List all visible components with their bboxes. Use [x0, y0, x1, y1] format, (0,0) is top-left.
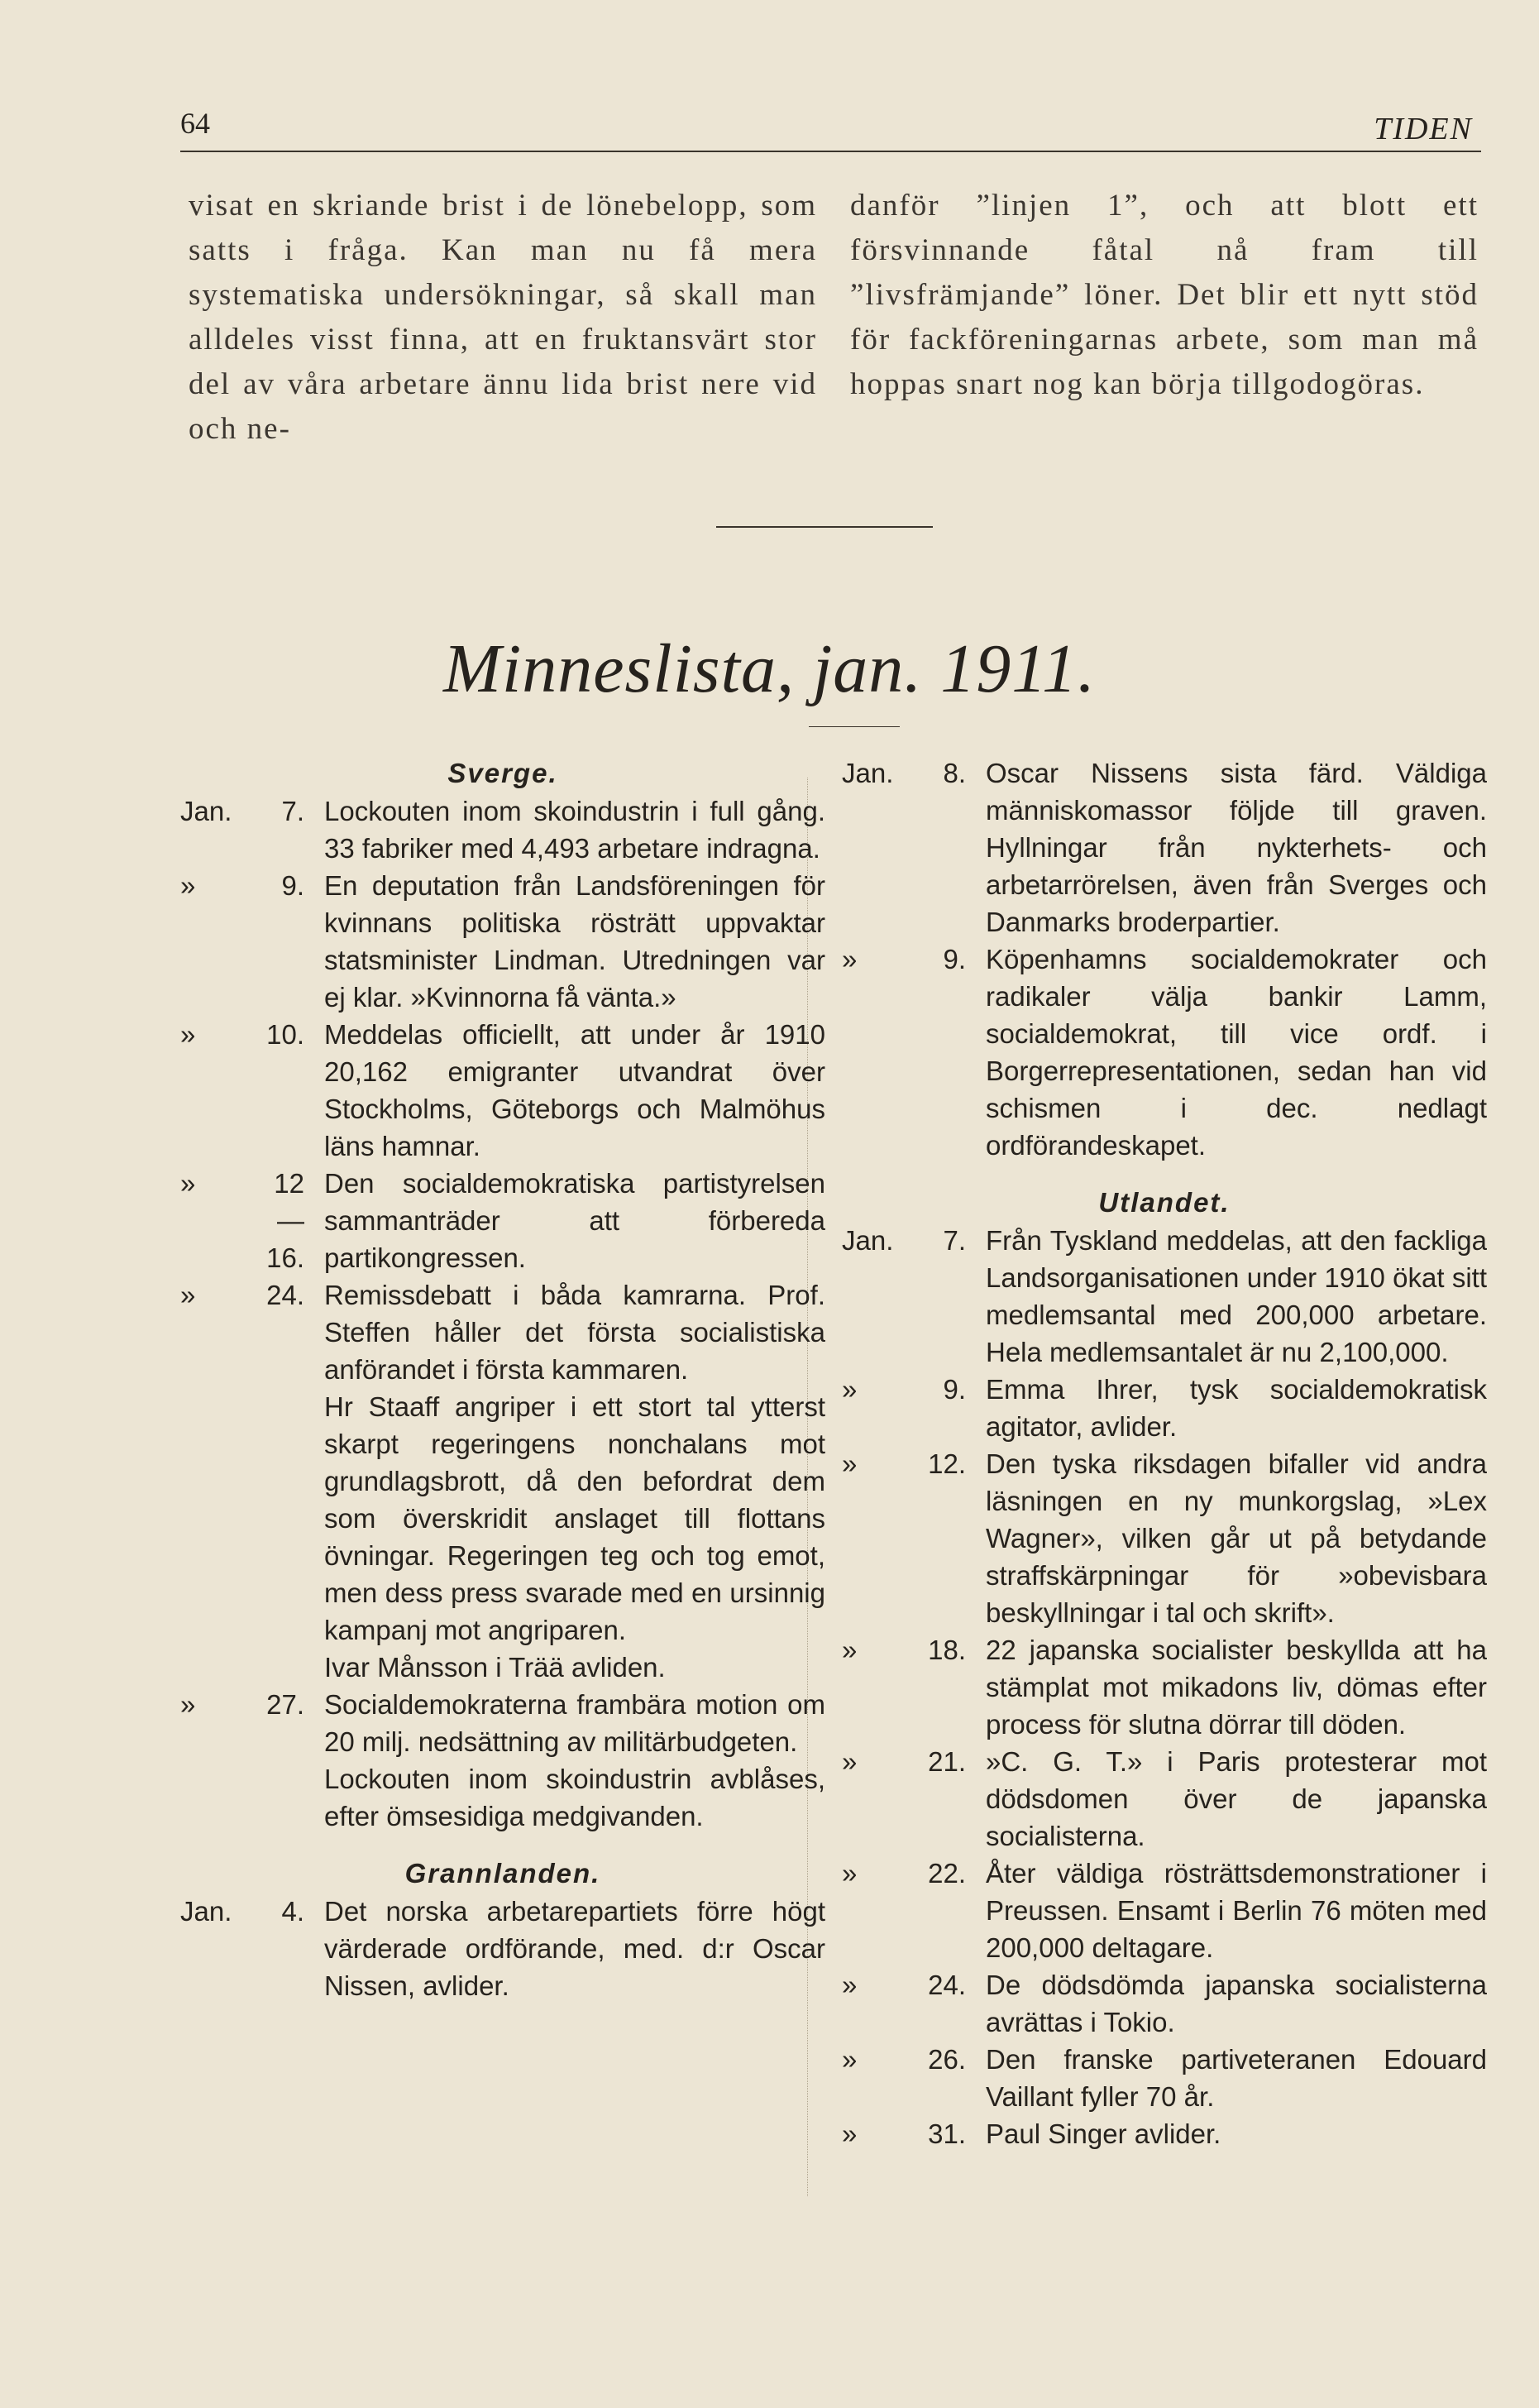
entry-day: 9.	[943, 944, 966, 974]
entry-month: »	[842, 2118, 858, 2149]
list-item	[180, 867, 825, 1016]
entry-month: »	[842, 1858, 858, 1889]
entry-text: Socialdemokraterna frambära motion om 20 milj. nedsättning av militärbudgeten.	[324, 1689, 825, 1757]
entry-month: »	[842, 1448, 858, 1479]
page-title: Minneslista, jan. 1911.	[442, 630, 1097, 707]
list-item	[180, 1686, 825, 1835]
section-heading-utlandet: Utlandet.	[1098, 1187, 1231, 1218]
list-item	[842, 2115, 1487, 2152]
entry-day: 9.	[281, 870, 304, 901]
entry-day: 22.	[928, 1858, 966, 1889]
entry-text-block	[324, 1686, 825, 1835]
intro-right-column	[850, 184, 1479, 407]
entry-month: »	[842, 1746, 858, 1777]
intro-right-paragraph: danför ”linjen 1”, och att blott ett försvinnande fåtal nå fram till ”livsfrämjande” löner. Det blir ett nytt stöd för fackföreningarnas arbete, som man må hoppas snart nog kan börja tillgodogöras.	[850, 189, 1479, 401]
list-item	[842, 1743, 1487, 1855]
entry-text: Oscar Nissens sista färd. Väldiga människomassor följde till graven. Hyllningar från nykterhets- och arbetarrörelsen, även från Sverges och Danmarks broderpartier.	[986, 758, 1487, 937]
entry-text: Från Tyskland meddelas, att den fackliga Landsorganisationen under 1910 ökat sitt medlemsantal med 200,000 arbetare. Hela medlemsantalet är nu 2,100,000.	[986, 1225, 1487, 1367]
entry-month: »	[842, 2044, 858, 2075]
entry-month: Jan.	[842, 758, 894, 788]
title-underline-rule	[809, 726, 900, 727]
entry-day: 9.	[943, 1374, 966, 1405]
entry-text: Den tyska riksdagen bifaller vid andra läsningen en ny munkorgslag, »Lex Wagner», vilken går ut på betydande straffskärpningar för »obevisbara beskyllningar i tal och skrift».	[986, 1448, 1487, 1628]
entry-day: 24.	[266, 1280, 304, 1310]
entry-text: Det norska arbetarepartiets förre högt värderade ordförande, med. d:r Oscar Nissen, avlider.	[324, 1896, 825, 2001]
entry-day: 31.	[928, 2118, 966, 2149]
header-rule	[180, 151, 1481, 152]
section-heading-grannlanden: Grannlanden.	[404, 1858, 601, 1889]
entry-month: »	[842, 1374, 858, 1405]
list-item	[842, 1371, 1487, 1445]
list-item	[842, 941, 1487, 1164]
entry-month: Jan.	[180, 1896, 232, 1927]
intro-left-paragraph: visat en skriande brist i de lönebelopp, som satts i fråga. Kan man nu få mera systematiska undersökningar, så skall man alldeles visst finna, att en fruktansvärt stor del av våra arbetare ännu lida brist nere vid och ne-	[189, 189, 817, 446]
list-item	[842, 754, 1487, 941]
entry-month: »	[180, 870, 196, 901]
section-heading-sverge: Sverge.	[447, 758, 558, 788]
entry-text: En deputation från Landsföreningen för kvinnans politiska rösträtt uppvaktar statsminister Lindman. Utredningen var ej klar. »Kvinnorna få vänta.»	[324, 870, 825, 1013]
entry-text-block	[324, 1276, 825, 1686]
entry-day: 7.	[943, 1225, 966, 1256]
entry-text: Den socialdemokratiska partistyrelsen sammanträder att förbereda partikongressen.	[324, 1168, 825, 1273]
entry-day: 21.	[928, 1746, 966, 1777]
section-separator-rule	[716, 526, 933, 528]
left-column	[180, 754, 825, 2004]
entry-text: »C. G. T.» i Paris protesterar mot dödsdomen över de japanska socialisterna.	[986, 1746, 1487, 1851]
entry-day: 4.	[281, 1896, 304, 1927]
entry-day: 12.	[928, 1448, 966, 1479]
entry-month: Jan.	[842, 1225, 894, 1256]
running-title: TIDEN	[1374, 112, 1473, 146]
intro-left-column	[189, 184, 817, 452]
entry-month: »	[180, 1280, 196, 1310]
entry-text: Hr Staaff angriper i ett stort tal ytterst skarpt regeringens nonchalans mot grundlagsbrott, då den befordrat dem som överskridit anslaget till flottans övningar. Regeringen teg och tog emot, men dess press svarade med en ursinnig kampanj mot angriparen.	[324, 1391, 825, 1645]
list-item	[180, 1165, 825, 1276]
entry-day: 18.	[928, 1635, 966, 1665]
entry-month: »	[180, 1019, 196, 1050]
entry-day: 12—16.	[266, 1168, 304, 1273]
entry-text: Emma Ihrer, tysk socialdemokratisk agitator, avlider.	[986, 1374, 1487, 1442]
entry-day: 24.	[928, 1970, 966, 2000]
list-item	[180, 792, 825, 867]
entry-text: Den franske partiveteranen Edouard Vaillant fyller 70 år.	[986, 2044, 1487, 2112]
entry-month: »	[842, 1635, 858, 1665]
entry-text: Lockouten inom skoindustrin avblåses, efter ömsesidiga medgivanden.	[324, 1764, 825, 1831]
list-item	[842, 2041, 1487, 2115]
entry-day: 10.	[266, 1019, 304, 1050]
entry-text: De dödsdömda japanska socialisterna avrättas i Tokio.	[986, 1970, 1487, 2037]
list-item	[842, 1445, 1487, 1631]
entry-text: Paul Singer avlider.	[986, 2118, 1221, 2149]
entry-day: 27.	[266, 1689, 304, 1720]
entry-text: Remissdebatt i båda kamrarna. Prof. Steffen håller det första socialistiska anförandet i första kammaren.	[324, 1280, 825, 1385]
entry-text: 22 japanska socialister beskyllda att ha stämplat mot mikadons liv, dömas efter process för slutna dörrar till döden.	[986, 1635, 1487, 1740]
entry-month: »	[842, 944, 858, 974]
list-item	[180, 1893, 825, 2004]
list-item	[842, 1966, 1487, 2041]
entry-text: Lockouten inom skoindustrin i full gång. 33 fabriker med 4,493 arbetare indragna.	[324, 796, 825, 864]
entry-day: 26.	[928, 2044, 966, 2075]
list-item	[842, 1222, 1487, 1371]
entry-day: 8.	[943, 758, 966, 788]
entry-text: Åter väldiga rösträttsdemonstrationer i Preussen. Ensamt i Berlin 76 möten med 200,000 deltagare.	[986, 1858, 1487, 1963]
entry-month: »	[180, 1168, 196, 1199]
entry-month: »	[842, 1970, 858, 2000]
entry-month: »	[180, 1689, 196, 1720]
entry-text: Köpenhamns socialdemokrater och radikaler välja bankir Lamm, socialdemokrat, till vice ordf. i Borgerrepresentationen, sedan han vid schismen i dec. nedlagt ordförandeskapet.	[986, 944, 1487, 1161]
right-column	[842, 754, 1487, 2152]
page-number: 64	[180, 107, 210, 140]
list-item	[842, 1631, 1487, 1743]
entry-day: 7.	[281, 796, 304, 826]
entry-text: Ivar Månsson i Trää avliden.	[324, 1652, 666, 1683]
list-item	[180, 1276, 825, 1686]
entry-month: Jan.	[180, 796, 232, 826]
entry-text: Meddelas officiellt, att under år 1910 20,162 emigranter utvandrat över Stockholms, Göteborgs och Malmöhus läns hamnar.	[324, 1019, 825, 1161]
list-item	[842, 1855, 1487, 1966]
list-item	[180, 1016, 825, 1165]
